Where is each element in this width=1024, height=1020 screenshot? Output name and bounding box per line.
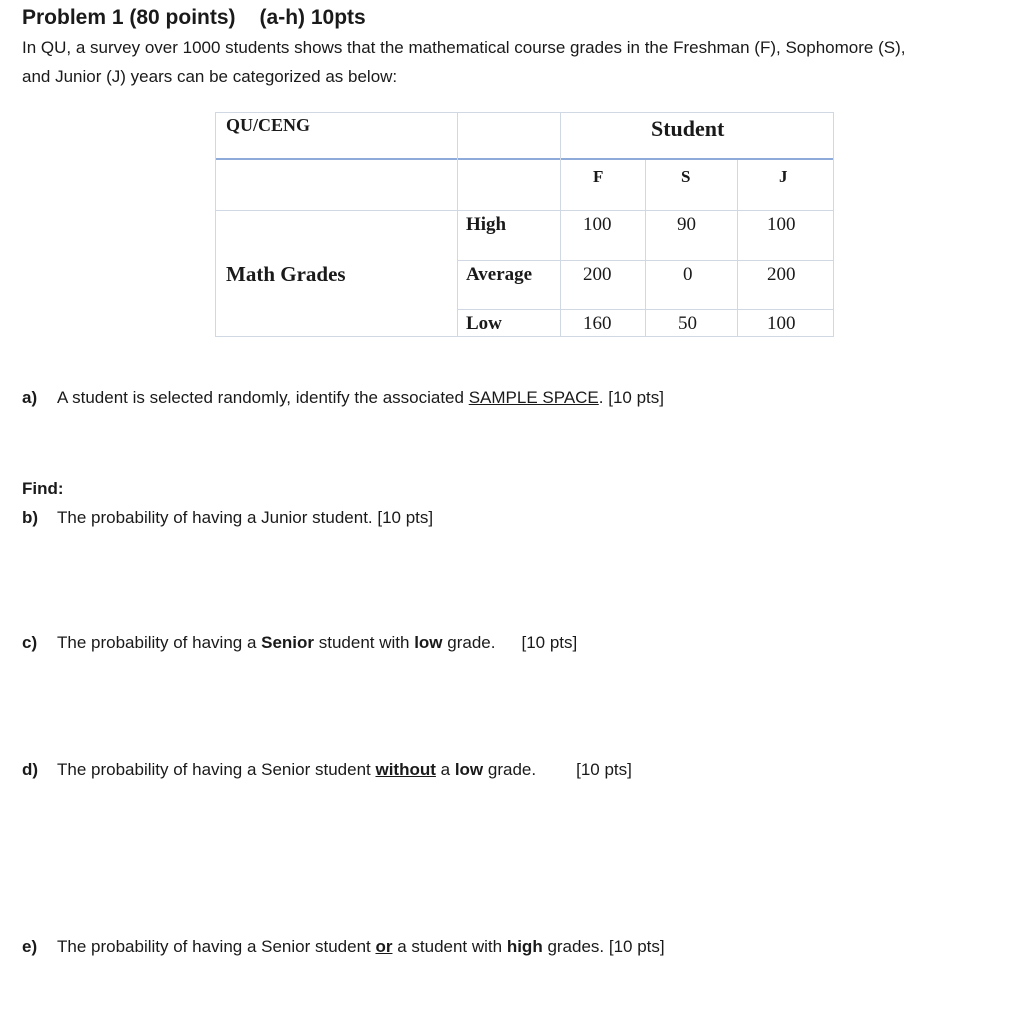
find-label: Find: bbox=[22, 479, 64, 498]
question-a-label: a) bbox=[22, 388, 38, 407]
intro-line-2: and Junior (J) years can be categorized as below: bbox=[22, 67, 398, 86]
question-d-emph-without: without bbox=[375, 760, 436, 779]
question-c-text-end: grade. bbox=[442, 633, 496, 652]
question-c-label: c) bbox=[22, 633, 38, 652]
table-cell: 100 bbox=[767, 214, 796, 235]
row-label-high: High bbox=[466, 214, 507, 235]
question-e-label: e) bbox=[22, 937, 38, 956]
question-d-text-end: grade. bbox=[483, 760, 537, 779]
question-e-text-mid: a student with bbox=[392, 937, 507, 956]
question-c-points: [10 pts] bbox=[521, 633, 578, 652]
question-a-text-end: . [10 pts] bbox=[598, 388, 664, 407]
question-e-emph-or: or bbox=[375, 937, 393, 956]
table-cell: 50 bbox=[678, 313, 697, 334]
question-c-bold-senior: Senior bbox=[261, 633, 315, 652]
table-cell: 160 bbox=[583, 313, 612, 334]
question-a-text: A student is selected randomly, identify the associated bbox=[57, 388, 469, 407]
intro-line-1: In QU, a survey over 1000 students shows that the mathematical course grades in the Freshman (F), Sophomore (S), bbox=[22, 38, 906, 57]
table-student-header: Student bbox=[651, 116, 725, 141]
question-b bbox=[22, 508, 433, 528]
question-d-bold-low: low bbox=[454, 760, 484, 779]
question-d-text-mid: a bbox=[435, 760, 455, 779]
problem-subtitle: (a-h) 10pts bbox=[259, 6, 366, 29]
question-b-text: The probability of having a Junior student. [10 pts] bbox=[57, 508, 434, 527]
question-b-label: b) bbox=[22, 508, 39, 527]
question-e-text-end: grades. [10 pts] bbox=[542, 937, 665, 956]
table-cell: 0 bbox=[683, 264, 693, 285]
table-cell: 200 bbox=[583, 264, 612, 285]
question-d-label: d) bbox=[22, 760, 39, 779]
grades-table bbox=[215, 112, 834, 337]
question-c bbox=[22, 633, 577, 653]
question-e-text: The probability of having a Senior student bbox=[57, 937, 376, 956]
question-e-bold-high: high bbox=[506, 937, 543, 956]
row-group-label: Math Grades bbox=[226, 262, 346, 286]
table-cell: 100 bbox=[767, 313, 796, 334]
table-cell: 200 bbox=[767, 264, 796, 285]
question-d-text: The probability of having a Senior student bbox=[57, 760, 376, 779]
row-label-low: Low bbox=[466, 313, 502, 334]
problem-title bbox=[22, 6, 366, 30]
question-c-text: The probability of having a bbox=[57, 633, 262, 652]
column-header-f: F bbox=[593, 167, 604, 186]
question-d bbox=[22, 760, 632, 780]
table-cell: 100 bbox=[583, 214, 612, 235]
question-c-bold-low: low bbox=[414, 633, 443, 652]
table-cell: 90 bbox=[677, 214, 696, 235]
question-d-points: [10 pts] bbox=[576, 760, 632, 779]
problem-title-text: Problem 1 (80 points) bbox=[22, 6, 236, 29]
column-header-j: J bbox=[779, 167, 788, 186]
table-corner-label: QU/CENG bbox=[226, 115, 311, 135]
question-c-text-mid: student with bbox=[314, 633, 415, 652]
question-a-emph: SAMPLE SPACE bbox=[468, 388, 599, 407]
column-header-s: S bbox=[681, 167, 691, 186]
question-e bbox=[22, 937, 665, 957]
row-label-average: Average bbox=[466, 264, 533, 285]
question-a bbox=[22, 388, 664, 408]
